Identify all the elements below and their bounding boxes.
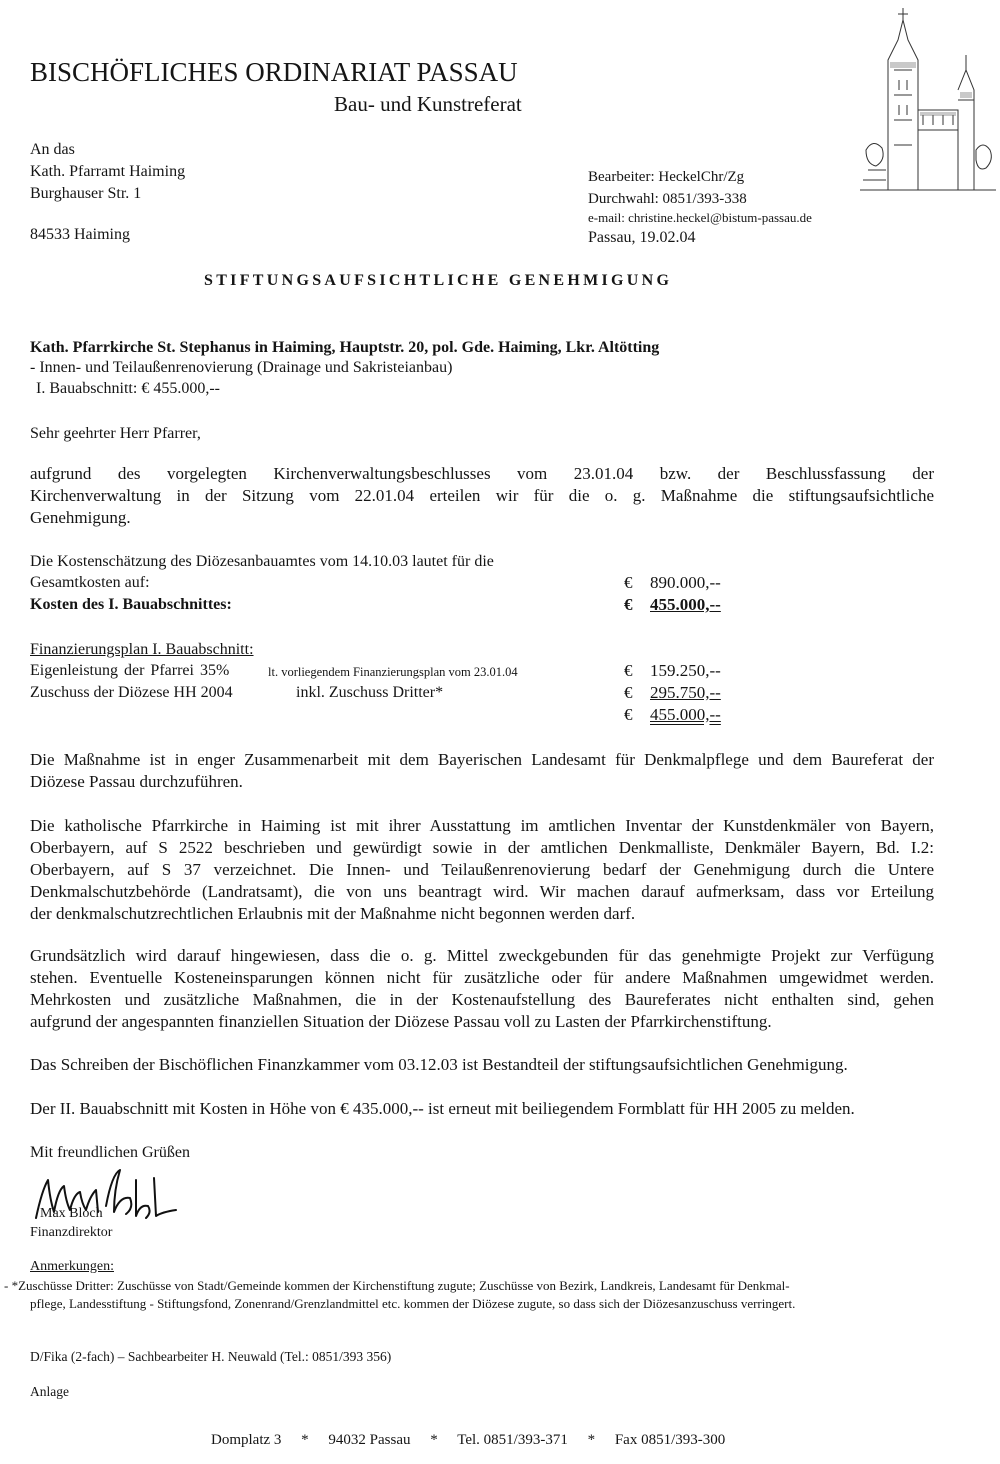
letterhead-department: Bau- und Kunstreferat — [334, 92, 522, 116]
distribution-note: D/Fika (2-fach) – Sachbearbeiter H. Neuwald (Tel.: 0851/393 356) — [30, 1349, 392, 1364]
sender-durchwahl: Durchwahl: 0851/393-338 — [588, 191, 747, 207]
paragraph-approval — [30, 463, 934, 529]
closing-greeting: Mit freundlichen Grüßen — [30, 1144, 190, 1161]
letterhead-org: BISCHÖFLICHES ORDINARIAT PASSAU — [30, 57, 518, 87]
remarks-line-2: pflege, Landesstiftung - Stiftungsfond, Zonenrand/Grenzlandmittel etc. kommen der Diözese zugute, so dass sich der Diözesanzuschuss verringert. — [30, 1296, 796, 1311]
paragraph-second-phase: Der II. Bauabschnitt mit Kosten in Höhe von € 435.000,-- ist erneut mit beiliegendem Formblatt für HH 2005 zu melden. — [30, 1099, 855, 1118]
remarks-line-1: - *Zuschüsse Dritter: Zuschüsse von Stadt/Gemeinde kommen der Kirchenstiftung zugute; Zuschüsse von Bezirk, Landkreis, Landesamt für Denkmal- — [4, 1278, 790, 1293]
currency-symbol: € — [624, 705, 633, 724]
closing-position: Finanzdirektor — [30, 1225, 113, 1240]
footer — [211, 1430, 725, 1450]
paragraph-line: Die Maßnahme ist in enger Zusammenarbeit mit dem Bayerischen Landesamt für Denkmalpflege und dem Baureferat der — [30, 750, 934, 769]
amount-value: 295.750,-- — [650, 683, 721, 702]
costs-intro-2: Gesamtkosten auf: — [30, 574, 150, 591]
remarks-heading: Anmerkungen: — [30, 1259, 114, 1274]
paragraph-line: Oberbayern, auf S 2522 beschrieben und gewürdigt sowie in der amtlichen Denkmalliste, Denkmäler Bayern, Bd. I.2: — [30, 838, 934, 857]
attachment-note: Anlage — [30, 1384, 69, 1399]
costs-phase-amount — [624, 594, 732, 616]
paragraph-line: Kirchenverwaltung in der Sitzung vom 22.01.04 erteilen wir für die o. g. Maßnahme die stiftungsaufsichtliche — [30, 486, 934, 505]
salutation: Sehr geehrter Herr Pfarrer, — [30, 425, 201, 442]
document-title: STIFTUNGSAUFSICHTLICHE GENEHMIGUNG — [204, 272, 673, 289]
amount-value: 455.000,-- — [650, 595, 721, 614]
currency-symbol: € — [624, 573, 633, 592]
financing-row-2-label: Zuschuss der Diözese HH 2004 — [30, 684, 233, 701]
financing-sum-amount — [624, 704, 732, 726]
paragraph-line: stehen. Eventuelle Kosteneinsparungen können nicht für zusätzliche oder für andere Maßnahmen umgewidmet werden. — [30, 968, 934, 987]
footer-fax: Fax 0851/393-300 — [614, 1432, 726, 1448]
financing-row-2-note: inkl. Zuschuss Dritter* — [296, 684, 444, 701]
recipient-line-4: 84533 Haiming — [30, 226, 130, 243]
paragraph-line: Diözese Passau durchzuführen. — [30, 772, 243, 791]
currency-symbol: € — [624, 661, 633, 680]
paragraph-line: Denkmalschutzbehörde (Landratsamt), die von uns beantragt wird. Wir machen darauf aufmerksam, dass vor Erteilung — [30, 882, 934, 901]
footer-address: Domplatz 3 — [211, 1432, 282, 1448]
amount-value: 159.250,-- — [650, 661, 721, 680]
financing-row-1-amount — [624, 660, 732, 682]
subject-line-3: I. Bauabschnitt: € 455.000,-- — [36, 380, 220, 397]
cathedral-drawing — [858, 0, 998, 200]
currency-symbol: € — [624, 683, 633, 702]
footer-separator: * — [587, 1432, 596, 1448]
amount-value: 455.000,-- — [650, 705, 721, 724]
amount-value: 890.000,-- — [650, 573, 721, 592]
financing-row-1-note: lt. vorliegendem Finanzierungsplan vom 23.01.04 — [268, 665, 518, 679]
paragraph-line: aufgrund des vorgelegten Kirchenverwaltungsbeschlusses vom 23.01.04 bzw. der Beschlussfassung der — [30, 464, 934, 483]
paragraph-line: der denkmalschutzrechtlichen Erlaubnis mit der Maßnahme nicht begonnen werden darf. — [30, 904, 636, 923]
paragraph-line: Grundsätzlich wird darauf hingewiesen, dass die o. g. Mittel zweckgebunden für das genehmigte Projekt zur Verfügung — [30, 946, 934, 965]
paragraph-funds — [30, 945, 934, 1033]
paragraph-line: Mehrkosten und zusätzliche Maßnahmen, die in der Kostenaufstellung des Baureferates nicht enthalten sind, gehen — [30, 990, 934, 1009]
closing-name: Max Bloch — [40, 1206, 103, 1221]
sender-place-date: Passau, 19.02.04 — [588, 229, 696, 246]
currency-symbol: € — [624, 595, 633, 614]
paragraph-line: aufgrund der angespannten finanziellen Situation der Diözese Passau voll zu Lasten der Pfarrkirchenstiftung. — [30, 1012, 772, 1031]
recipient-line-1: An das — [30, 141, 75, 158]
financing-row-2-amount — [624, 682, 732, 704]
costs-phase-label: Kosten des I. Bauabschnittes: — [30, 596, 232, 613]
footer-tel: Tel. 0851/393-371 — [457, 1432, 568, 1448]
recipient-line-3: Burghauser Str. 1 — [30, 185, 142, 202]
costs-total-amount — [624, 572, 732, 594]
financing-heading: Finanzierungsplan I. Bauabschnitt: — [30, 641, 254, 658]
paragraph-line: Die katholische Pfarrkirche in Haiming ist mit ihrer Ausstattung im amtlichen Inventar der Kunstdenkmäler von Bayern, — [30, 816, 934, 835]
paragraph-line: Oberbayern, auf S 37 verzeichnet. Die Innen- und Teilaußenrenovierung bedarf der Genehmigung durch die Untere — [30, 860, 934, 879]
paragraph-cooperation — [30, 749, 934, 793]
paragraph-monument — [30, 815, 934, 925]
recipient-line-2: Kath. Pfarramt Haiming — [30, 163, 186, 180]
financing-row-1-label: Eigenleistung der Pfarrei 35% — [30, 662, 230, 679]
footer-separator: * — [430, 1432, 438, 1448]
paragraph-finance-chamber: Das Schreiben der Bischöflichen Finanzkammer vom 03.12.03 ist Bestandteil der stiftungsaufsichtlichen Genehmigung. — [30, 1055, 848, 1074]
subject-line-1: Kath. Pfarrkirche St. Stephanus in Haiming, Hauptstr. 20, pol. Gde. Haiming, Lkr. Altötting — [30, 339, 660, 356]
subject-line-2: - Innen- und Teilaußenrenovierung (Drainage und Sakristeianbau) — [30, 359, 453, 376]
paragraph-line: Genehmigung. — [30, 508, 131, 527]
footer-separator: * — [301, 1432, 309, 1448]
sender-bearbeiter: Bearbeiter: HeckelChr/Zg — [588, 169, 745, 185]
sender-email: e-mail: christine.heckel@bistum-passau.de — [588, 210, 812, 225]
footer-city: 94032 Passau — [328, 1432, 411, 1448]
costs-intro-1: Die Kostenschätzung des Diözesanbauamtes vom 14.10.03 lautet für die — [30, 553, 494, 570]
